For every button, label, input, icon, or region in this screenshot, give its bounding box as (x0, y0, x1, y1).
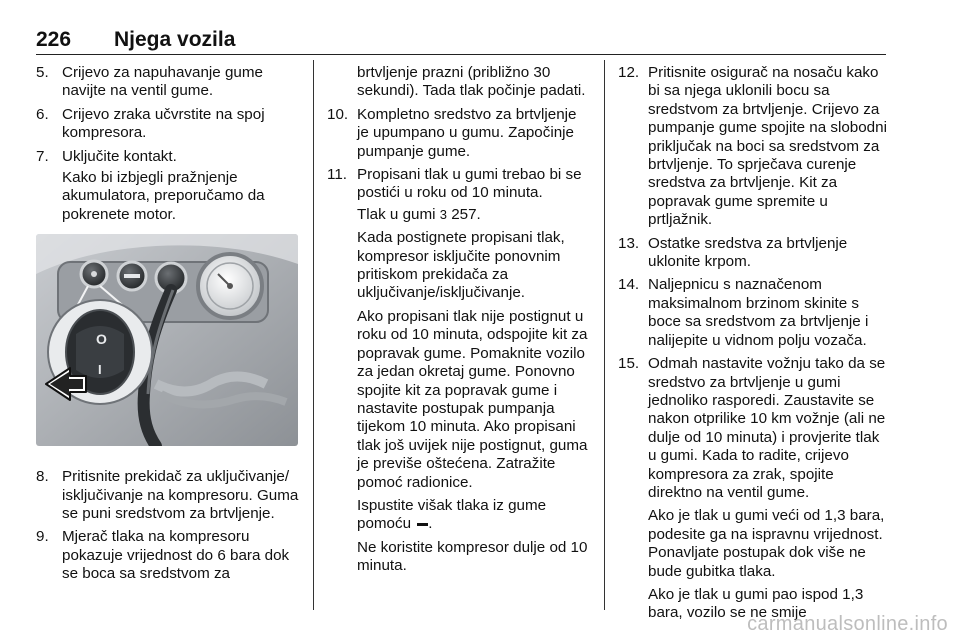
column-divider (313, 60, 314, 610)
item-text: Naljepnicu s naznačenom maksimalnom brzinom skinite s boce sa sredstvom za brtvljenje i nalijepite u vidnom polju vozača. (648, 276, 869, 349)
item-number: 10. (327, 105, 349, 123)
paragraph: Kada postignete propisani tlak, kompresor isključite ponovnim pritiskom prekidača za uključivanje/isključivanje. (357, 229, 565, 302)
column-left (36, 64, 300, 589)
item-text: Mjerač tlaka na kompresoru pokazuje vrijednost do 6 bara dok se boca sa sredstvom za (62, 528, 290, 583)
item-number: 11. (327, 166, 347, 184)
minus-button-icon (417, 523, 428, 526)
compressor-illustration (36, 234, 298, 446)
page-header (36, 28, 886, 55)
list-item (618, 276, 888, 350)
list-item (36, 468, 300, 523)
reference-text: Tlak u gumi (357, 205, 436, 223)
list-item (327, 166, 592, 203)
page-title: Njega vozila (114, 28, 236, 51)
item-number: 7. (36, 147, 49, 165)
switch-label-on: I (98, 362, 102, 378)
column-right (618, 64, 888, 628)
paragraph: Ako propisani tlak nije postignut u roku od 10 minuta, odspojite kit za popravak gume. Pomaknite vozilo za jedan okretaj gume. Ponovno spojite kit za popravak gume i nastavite postupak pumpanja tijekom 10 minuta. Ako propisani tlak još uvijek nije postignut, guma je previše oštećena. Zatražite pomoć radionice. (357, 307, 588, 491)
list-item (36, 148, 300, 166)
item-number: 12. (618, 64, 640, 81)
paragraph-end: . (428, 515, 433, 533)
item-continuation: brtvljenje prazni (približno 30 sekundi). Tada tlak počinje padati. (357, 64, 586, 100)
paragraph: Ne koristite kompresor dulje od 10 minuta. (357, 538, 588, 575)
list-item (36, 528, 300, 583)
item-text: Uključite kontakt. (62, 147, 177, 165)
item-number: 15. (618, 355, 640, 373)
item-text: Odmah nastavite vožnju tako da se sredstvo za brtvljenje u gumi jednoliko rasporedi. Zaustavite se nakon otprilike 10 km vožnje (ali ne dulje od 10 minuta) i provjerite tlak u gumi. Kada to radite, crijevo kompresora za zrak, spojite direktno na ventil gume. (648, 355, 886, 501)
tire-pressure-reference (327, 206, 592, 224)
item-number: 5. (36, 64, 49, 81)
paragraph: Ako je tlak u gumi pao ispod 1,3 bara, vozilo se ne smije (648, 585, 864, 622)
watermark: carmanualsonline.info (747, 613, 948, 635)
item-text: Crijevo za napuhavanje gume navijte na ventil gume. (62, 64, 263, 100)
list-item (36, 64, 300, 101)
page-reference-arrow-icon: 3 (439, 206, 447, 222)
switch-label-off: O (96, 331, 107, 348)
item-text: Ostatke sredstva za brtvljenje uklonite krpom. (648, 234, 848, 271)
column-middle (327, 64, 592, 581)
list-item (327, 106, 592, 161)
reference-page-link[interactable]: 257. (451, 205, 481, 223)
item-text: Pritisnite prekidač za uključivanje/ isključivanje na kompresoru. Guma se puni sredstvom za brtvljenje. (62, 468, 299, 523)
list-item (618, 64, 888, 230)
item-number: 14. (618, 276, 640, 294)
item-text: Propisani tlak u gumi trebao bi se postići u roku od 10 minuta. (357, 166, 582, 202)
paragraph-text: Ispustite višak tlaka iz gume pomoću (357, 496, 547, 533)
release-pressure-paragraph (327, 497, 592, 534)
paragraph: Ako je tlak u gumi veći od 1,3 bara, podesite ga na ispravnu vrijednost. Ponavljate postupak dok više ne bude gubitka tlaka. (648, 507, 885, 580)
column-divider (604, 60, 605, 610)
compressor-drawing (36, 234, 298, 446)
item-number: 8. (36, 468, 49, 486)
item-note: Kako bi izbjegli pražnjenje akumulatora, preporučamo da pokrenete motor. (62, 169, 265, 223)
list-item (618, 355, 888, 502)
item-text: Pritisnite osigurač na nosaču kako bi sa njega uklonili bocu sa sredstvom za brtvljenje. Crijevo za pumpanje gume spojite na slobodni priključak na boci sa sredstvom za brtvljenje. To sprječava curenje sredstva za brtvljenje. Kit za popravak gume spremite u prtljažnik. (648, 64, 887, 229)
item-text: Kompletno sredstvo za brtvljenje je upumpano u gumu. Započinje pumpanje gume. (357, 105, 577, 160)
item-number: 13. (618, 234, 640, 252)
item-text: Crijevo zraka učvrstite na spoj kompresora. (62, 105, 265, 142)
list-item (36, 106, 300, 143)
page-number: 226 (36, 28, 72, 51)
item-number: 6. (36, 105, 49, 123)
item-number: 9. (36, 528, 49, 546)
list-item (618, 235, 888, 272)
